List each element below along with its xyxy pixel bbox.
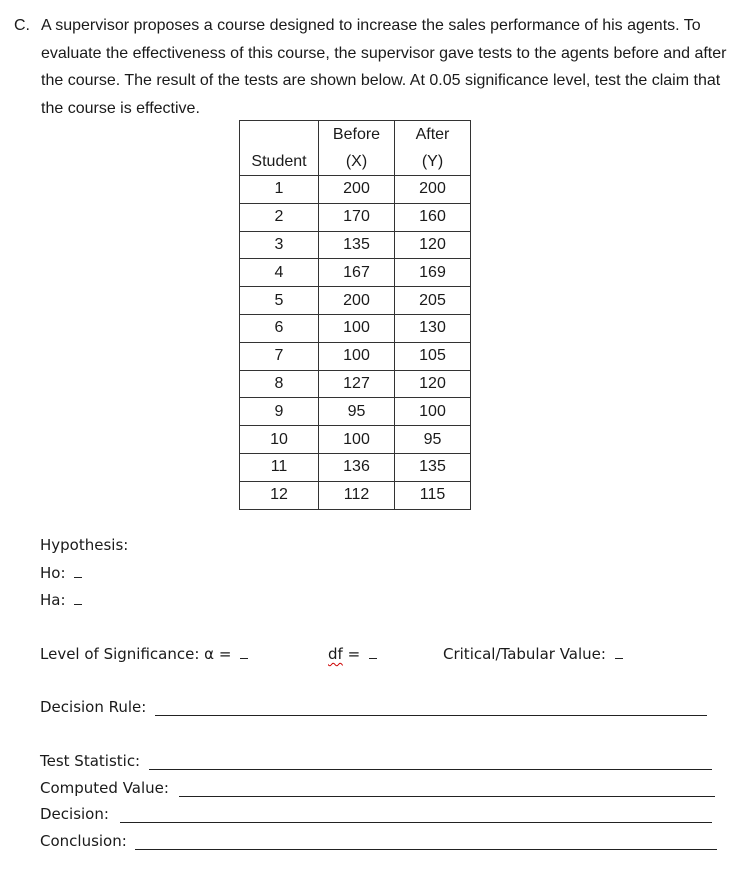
cell-before: 200 (319, 287, 395, 315)
decision-line[interactable] (120, 822, 712, 823)
critical-row (443, 644, 623, 663)
cell-after: 100 (395, 398, 471, 426)
table-header-row (240, 148, 471, 176)
test-statistic-line[interactable] (149, 769, 712, 770)
cell-before: 100 (319, 342, 395, 370)
cell-before: 127 (319, 370, 395, 398)
cell-before: 170 (319, 203, 395, 231)
table-row (240, 342, 471, 370)
cell-after: 120 (395, 370, 471, 398)
df-label: df (328, 645, 343, 663)
alpha-answer-blank[interactable] (240, 644, 248, 659)
df-row (328, 644, 377, 663)
cell-student: 1 (240, 176, 319, 204)
header-student: Student (240, 148, 319, 176)
header-after: After (395, 121, 471, 149)
table-header-row (240, 121, 471, 149)
header-before: Before (319, 121, 395, 149)
los-label: Level of Significance: α = (40, 645, 232, 663)
table-row (240, 453, 471, 481)
cell-student: 2 (240, 203, 319, 231)
header-before-x: (X) (319, 148, 395, 176)
cell-before: 112 (319, 481, 395, 509)
cell-before: 100 (319, 314, 395, 342)
header-student-top (240, 121, 319, 149)
ho-label: Ho: (40, 564, 66, 582)
cell-student: 9 (240, 398, 319, 426)
conclusion-line[interactable] (135, 849, 717, 850)
ho-answer-blank[interactable] (74, 563, 82, 578)
cell-student: 6 (240, 314, 319, 342)
cell-after: 120 (395, 231, 471, 259)
cell-student: 10 (240, 426, 319, 454)
table-row (240, 176, 471, 204)
test-statistic-label: Test Statistic: (40, 752, 141, 770)
problem-text: A supervisor proposes a course designed to increase the sales performance of his agents. To evaluate the effectiveness of this course, the supervisor gave tests to the agents before and after the course. The result of the tests are shown below. At 0.05 significance level, test the claim that the course is effective. (41, 17, 727, 117)
ho-row (40, 563, 82, 582)
computed-value-line[interactable] (179, 796, 715, 797)
cell-after: 105 (395, 342, 471, 370)
cell-before: 136 (319, 453, 395, 481)
critical-label: Critical/Tabular Value: (443, 645, 606, 663)
computed-value-label: Computed Value: (40, 779, 169, 797)
cell-student: 3 (240, 231, 319, 259)
table-row (240, 370, 471, 398)
cell-after: 205 (395, 287, 471, 315)
hypothesis-label: Hypothesis: (40, 536, 129, 554)
table-row (240, 314, 471, 342)
header-after-y: (Y) (395, 148, 471, 176)
scores-table (239, 120, 471, 510)
cell-before: 95 (319, 398, 395, 426)
cell-student: 11 (240, 453, 319, 481)
cell-after: 115 (395, 481, 471, 509)
cell-student: 8 (240, 370, 319, 398)
critical-answer-blank[interactable] (615, 644, 623, 659)
conclusion-label: Conclusion: (40, 832, 127, 850)
decision-label: Decision: (40, 805, 109, 823)
cell-after: 95 (395, 426, 471, 454)
cell-student: 5 (240, 287, 319, 315)
ha-answer-blank[interactable] (74, 590, 82, 605)
decision-rule-label: Decision Rule: (40, 698, 147, 716)
table-row (240, 398, 471, 426)
table-row (240, 231, 471, 259)
cell-before: 200 (319, 176, 395, 204)
table-row (240, 259, 471, 287)
cell-before: 100 (319, 426, 395, 454)
cell-after: 200 (395, 176, 471, 204)
los-row (40, 644, 248, 663)
cell-student: 12 (240, 481, 319, 509)
problem-statement (14, 12, 746, 122)
table-row (240, 426, 471, 454)
cell-after: 135 (395, 453, 471, 481)
cell-student: 7 (240, 342, 319, 370)
problem-label: C. (14, 17, 30, 34)
cell-after: 169 (395, 259, 471, 287)
cell-after: 130 (395, 314, 471, 342)
cell-after: 160 (395, 203, 471, 231)
cell-student: 4 (240, 259, 319, 287)
table-row (240, 481, 471, 509)
ha-label: Ha: (40, 591, 66, 609)
table-row (240, 287, 471, 315)
cell-before: 167 (319, 259, 395, 287)
df-answer-blank[interactable] (369, 644, 377, 659)
table-row (240, 203, 471, 231)
df-equals: = (342, 645, 361, 663)
decision-rule-line[interactable] (155, 715, 707, 716)
cell-before: 135 (319, 231, 395, 259)
ha-row (40, 590, 82, 609)
